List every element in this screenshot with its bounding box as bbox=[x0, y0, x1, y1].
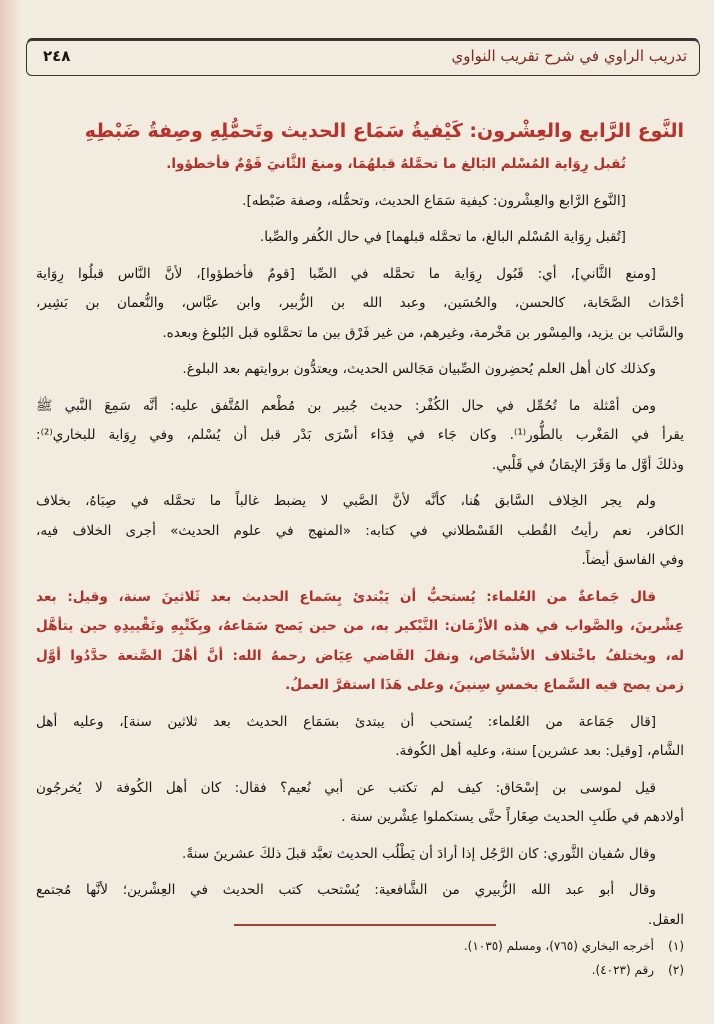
main-text bbox=[36, 150, 684, 942]
text-line: ولم يجر الخِلاف السَّابق هُنا، كأنَّه لأنَّ الصَّبي لا يضبط غالباً ما تحمَّله في صِبَاهُ، بخلاف bbox=[36, 493, 656, 509]
text-line: قيل لموسى بن إسْحَاق: كيف لم تكتب عن أبي نُعيم؟ فقال: كان أهل الكُوفة لا يُخرجُون bbox=[36, 779, 656, 796]
footnote-divider bbox=[234, 924, 496, 926]
commentary-paragraph bbox=[36, 223, 684, 253]
text-line: وقال أبو عبد الله الزُّبيري من الشَّافعية: يُسْتحب كتب الحديث في العِشْرين؛ لأنَّها مُجتمع bbox=[36, 882, 656, 898]
commentary-paragraph bbox=[36, 187, 684, 217]
commentary-paragraph bbox=[36, 840, 684, 870]
chapter-title: النَّوع الرَّابع والعِشْرون: كَيْفيةُ سَمَاع الحديث وتَحمُّلِهِ وصِفةُ ضَبْطِهِ bbox=[84, 120, 684, 142]
text-line: ومن أمْثلة ما تُحُمِّل في حال الكُفْر: حديث جُبير بن مُطْعم المُتَّفق عليه: أنَّه سَمِعَ النَّبي ﷺ bbox=[36, 397, 656, 414]
matn-paragraph bbox=[36, 150, 684, 180]
text-line: وفي الفاسق أيضاً. bbox=[581, 552, 684, 568]
text-line: الشَّام، [وقيل: بعد عشرين] سنة، وعليه أهل الكُوفة. bbox=[395, 743, 684, 759]
text-line: وقال سُفيان الثَّوري: كان الرَّجُل إذا أرادَ أن يَطْلُب الحديث تعبَّد قبلَ ذلكَ عشرينَ سنةً. bbox=[182, 845, 656, 862]
text-line: زمن يصح فيه السَّماع بخمسِ سِنينَ، وعلى هَذَا استقرَّ العملُ. bbox=[285, 677, 684, 693]
text-line: قال جَماعةٌ من العُلماء: يُستحبُّ أن يَبْتدئ بِسَماع الحديث بعد ثَلاثينَ سنة، وقيل: بعد bbox=[36, 588, 656, 605]
running-header bbox=[26, 40, 700, 76]
text-line: عِشْرينَ، والصَّواب في هذه الأزْمَان: التَّبْكير به، من حين يَصح سَمَاعهُ، وبِكَتْبِهِ وتَقْييدِهِ حين يتأهَّل bbox=[36, 618, 684, 634]
scan-edge-shadow bbox=[0, 0, 22, 1024]
footnote bbox=[44, 934, 684, 958]
footnote-text: رقم (٤٠٢٣). bbox=[591, 963, 654, 977]
commentary-paragraph bbox=[36, 774, 684, 833]
footnote-number: (٢) bbox=[668, 963, 684, 977]
book-title: تدريب الراوي في شرح تقريب النواوي bbox=[451, 47, 687, 65]
commentary-paragraph bbox=[36, 260, 684, 349]
text-line: والسَّائب بن يزيد، والمِسْور بن مَخْرمة، وغيرهم، من غير فَرْق بين ما تحمَّلوه قبل البُلوغ وبعده. bbox=[162, 324, 684, 341]
text-line: [قال جَمَاعة من العُلماء: يُستحب أن يبتدئ بسَمَاع الحديث بعد ثلاثين سنة]، وعليه أهل bbox=[36, 713, 656, 730]
commentary-paragraph bbox=[36, 708, 684, 767]
text-line: له، ويختلفُ باخْتلاف الأشْخَاص، ونقلَ القَاضي عِيَاض رحمهُ الله: أنَّ أهْلَ الصَّنعة حدَّدُوا أوَّل bbox=[36, 647, 684, 664]
footnotes bbox=[44, 934, 684, 982]
commentary-paragraph bbox=[36, 392, 684, 481]
text-line: [ومنع الثَّاني]، أي: قَبُول رِوَاية ما تحمَّله في الصِّبا [قومٌ فأخطؤوا]، لأنَّ النَّاس قبلُوا رِوَاية bbox=[36, 265, 656, 282]
text-line: وذلكَ أوَّل ما وَقَرَ الإيمَانُ في قَلْبي. bbox=[491, 456, 684, 473]
text-line: أحْدَاث الصَّحَابة، كالحسن، والحُسَين، وعبد الله بن الزُّبير، وابن عبَّاس، والنُّعمان بن بَشِير، bbox=[36, 295, 684, 311]
text-line: وكذلك كان أهل العلم يُحضِرون الصِّبيان مَجَالس الحديث، ويعتدُّون بروايتهم بعد البلوغ. bbox=[182, 361, 656, 377]
commentary-paragraph bbox=[36, 487, 684, 576]
page-number: ٢٤٨ bbox=[43, 47, 71, 65]
text-line: العقل. bbox=[648, 911, 684, 928]
footnote bbox=[44, 958, 684, 982]
text-line: يقرأ في المَغْرب بالطُّور⁽¹⁾. وكان جَاء في فِدَاء أسْرَى بَدْر قبل أن يُسْلم، وفي رِوَاية للبخاري⁽²⁾: bbox=[36, 427, 684, 443]
commentary-paragraph bbox=[36, 876, 684, 935]
footnote-number: (١) bbox=[668, 939, 684, 953]
commentary-paragraph bbox=[36, 355, 684, 385]
text-line: أولادهم في طَلبِ الحديث صِغَاراً حتَّى يستكملوا عِشْرين سنة . bbox=[341, 809, 684, 825]
text-line: [تُقبل رِوَاية المُسْلم البالغ، ما تحمَّله قبلهما] في حال الكُفر والصِّبا. bbox=[259, 229, 626, 245]
matn-paragraph bbox=[36, 583, 684, 701]
footnote-text: أخرجه البخاري (٧٦٥)، ومسلم (١٠٣٥). bbox=[463, 939, 654, 953]
text-line: [النَّوع الرَّابع والعِشْرون: كيفية سَمَاع الحديث، وتحمُّله، وصفة ضَبْطه]. bbox=[242, 192, 626, 209]
text-line: الكافر، نعم رأيتُ القُطب القَسْطلاني في كتابه: «المنهج في علوم الحديث» أجرى الخلاف فيه، bbox=[36, 522, 684, 539]
text-line: تُقبل رِوَاية المُسْلم البَالغ ما تحمَّلهُ قبلهُمَا، ومنعَ الثَّانيَ قَوْمٌ فأخطؤوا. bbox=[166, 156, 626, 172]
